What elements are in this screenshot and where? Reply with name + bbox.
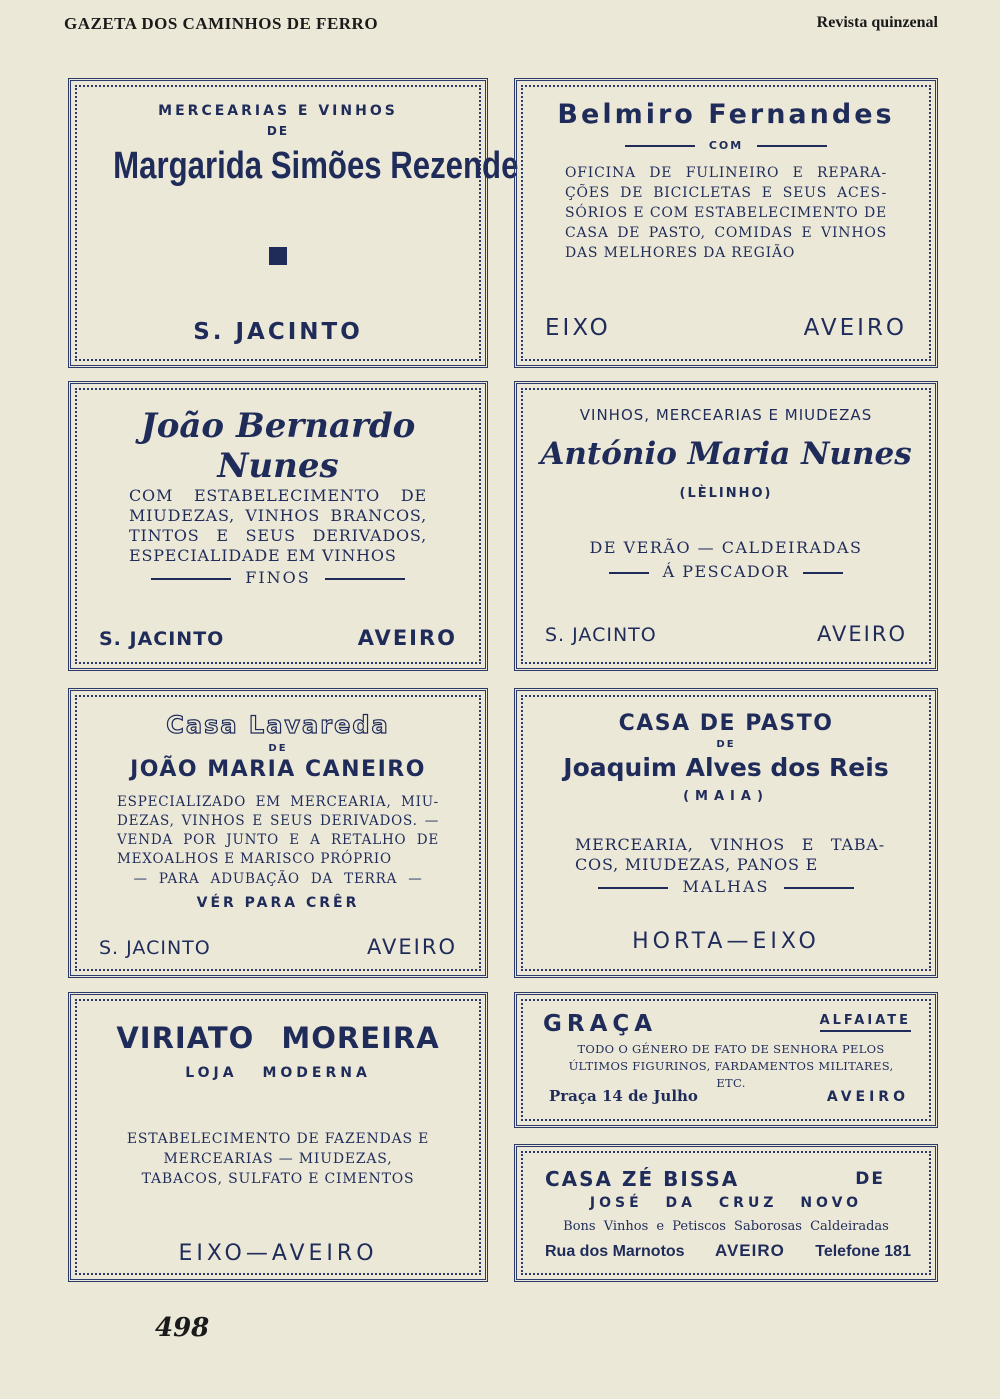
ad-antonio-left: S. JACINTO <box>545 624 657 646</box>
ad-lavareda-left: S. JACINTO <box>99 937 211 959</box>
divider <box>784 887 854 889</box>
ad-antonio-body1: DE VERÃO — CALDEIRADAS <box>589 538 863 557</box>
ad-ze-bissa <box>514 1144 938 1282</box>
ad-margarida-line2: DE <box>266 124 290 138</box>
ad-belmiro <box>514 78 938 368</box>
ad-belmiro-name: Belmiro Fernandes <box>557 99 895 130</box>
ad-lavareda-tagline: VÉR PARA CRÊR <box>196 895 360 911</box>
ad-lavareda-footer <box>99 935 457 959</box>
page-number: 498 <box>155 1313 210 1343</box>
ad-joao-bernardo-footer <box>99 626 457 650</box>
ad-joaquim-nick: (MAIA) <box>683 789 769 804</box>
ad-ze-bissa-name: CASA ZÉ BISSA <box>545 1167 740 1191</box>
ad-antonio-name: António Maria Nunes <box>540 436 912 472</box>
ad-antonio-line1: VINHOS, MERCEARIAS E MIUDEZAS <box>579 406 873 424</box>
ad-joao-bernardo-finos-row <box>77 568 479 587</box>
ad-antonio <box>514 381 938 671</box>
ad-margarida-location: S. JACINTO <box>193 319 363 345</box>
divider <box>325 578 405 580</box>
ad-viriato-body: ESTABELECIMENTO DE FAZENDAS E MERCEARIAS — MIUDEZAS, TABACOS, SULFATO E CIMENTOS <box>126 1131 430 1187</box>
ad-lavareda-name: JOÃO MARIA CANEIRO <box>130 757 426 782</box>
ad-ze-bissa-phone: Telefone 181 <box>815 1243 911 1260</box>
ad-antonio-footer <box>545 622 907 646</box>
ad-graca-name: GRAÇA <box>543 1011 658 1037</box>
ad-belmiro-right: AVEIRO <box>803 315 907 341</box>
ad-lavareda <box>68 688 488 978</box>
ad-joao-bernardo-body: COM ESTABELECIMENTO DE MIUDEZAS, VINHOS BRANCOS, TINTOS E SEUS DERIVADOS, ESPECIALIDADE EM VINHOS <box>129 486 427 565</box>
ad-graca-trade: ALFAIATE <box>820 1013 911 1032</box>
ad-graca-footer <box>549 1087 909 1105</box>
ad-ze-bissa-address: Rua dos Marnotos <box>545 1243 685 1260</box>
ad-antonio-right: AVEIRO <box>817 622 907 646</box>
ad-joao-bernardo-right: AVEIRO <box>357 626 457 650</box>
divider <box>757 145 827 147</box>
ad-ze-bissa-body: Bons Vinhos e Petiscos Saborosas Caldeiradas <box>563 1219 889 1234</box>
ad-margarida-name: Margarida Simões Rezende <box>113 145 519 187</box>
ad-ze-bissa-city: AVEIRO <box>714 1241 785 1260</box>
divider <box>609 572 649 574</box>
ad-joaquim-line1: CASA DE PASTO <box>618 711 834 736</box>
ad-belmiro-body: OFICINA DE FULINEIRO E REPARA-ÇÕES DE BICICLETAS E SEUS ACES-SÓRIOS E COM ESTABELECIMENTO DE CASA DE PASTO, COMIDAS E VINHOS DAS MELHORES DA REGIÃO <box>565 165 887 261</box>
ad-margarida-line1: MERCEARIAS E VINHOS <box>158 103 398 119</box>
divider <box>625 145 695 147</box>
ad-joao-bernardo-left: S. JACINTO <box>99 628 225 650</box>
ad-joaquim-malhas: MALHAS <box>682 877 770 896</box>
divider <box>803 572 843 574</box>
ad-margarida <box>68 78 519 368</box>
ad-joao-bernardo <box>68 381 488 671</box>
ad-lavareda-body: ESPECIALIZADO EM MERCEARIA, MIU-DEZAS, VINHOS E SEUS DERIVADOS. —VENDA POR JUNTO E A RETALHO DE MEXOALHOS E MARISCO PRÓPRIO <box>117 794 439 867</box>
ad-ze-bissa-de: DE <box>855 1169 885 1189</box>
ad-joaquim <box>514 688 938 978</box>
ad-antonio-nick: (LÈLINHO) <box>679 486 773 501</box>
ad-lavareda-body-last: — PARA ADUBAÇÃO DA TERRA — <box>133 871 423 887</box>
ad-joao-bernardo-finos: FINOS <box>245 568 311 587</box>
ad-viriato-name: VIRIATO MOREIRA <box>116 1021 440 1055</box>
ad-viriato-location: EIXO—AVEIRO <box>178 1241 378 1266</box>
ad-belmiro-com <box>523 139 929 152</box>
ad-belmiro-left: EIXO <box>545 315 611 341</box>
ad-graca <box>514 992 938 1128</box>
ad-joaquim-malhas-row <box>523 877 929 896</box>
ad-joao-bernardo-name: João Bernardo Nunes <box>140 406 416 486</box>
ornament-square <box>77 247 479 265</box>
divider <box>598 887 668 889</box>
ad-ze-bissa-footer <box>545 1241 911 1261</box>
ad-antonio-body2-row <box>523 562 929 581</box>
ad-joaquim-body: MERCEARIA, VINHOS E TABA-COS, MIUDEZAS, PANOS E <box>575 835 885 874</box>
ad-lavareda-de: DE <box>268 743 288 754</box>
ad-viriato-sub: LOJA MODERNA <box>185 1065 371 1081</box>
ad-joaquim-name: Joaquim Alves dos Reis <box>563 753 889 782</box>
divider <box>151 578 231 580</box>
journal-subtitle: Revista quinzenal <box>816 14 938 31</box>
ad-joaquim-location: HORTA—EIXO <box>632 929 820 954</box>
ad-graca-left: Praça 14 de Julho <box>549 1087 698 1105</box>
ad-belmiro-com-text: COM <box>708 139 744 152</box>
journal-title: GAZETA DOS CAMINHOS DE FERRO <box>64 14 379 33</box>
ad-graca-right: AVEIRO <box>826 1089 909 1105</box>
ad-lavareda-title: Casa Lavareda <box>166 711 390 739</box>
ad-belmiro-footer <box>545 315 907 341</box>
ad-joaquim-de: DE <box>716 739 736 750</box>
ad-ze-bissa-owner: JOSÉ DA CRUZ NOVO <box>589 1195 863 1211</box>
ad-graca-body: TODO O GÉNERO DE FATO DE SENHORA PELOS ÚLTIMOS FIGURINOS, FARDAMENTOS MILITARES, ETC. <box>568 1042 894 1090</box>
ad-lavareda-right: AVEIRO <box>367 935 457 959</box>
ad-viriato <box>68 992 488 1282</box>
ad-antonio-body2: Á PESCADOR <box>662 562 790 581</box>
